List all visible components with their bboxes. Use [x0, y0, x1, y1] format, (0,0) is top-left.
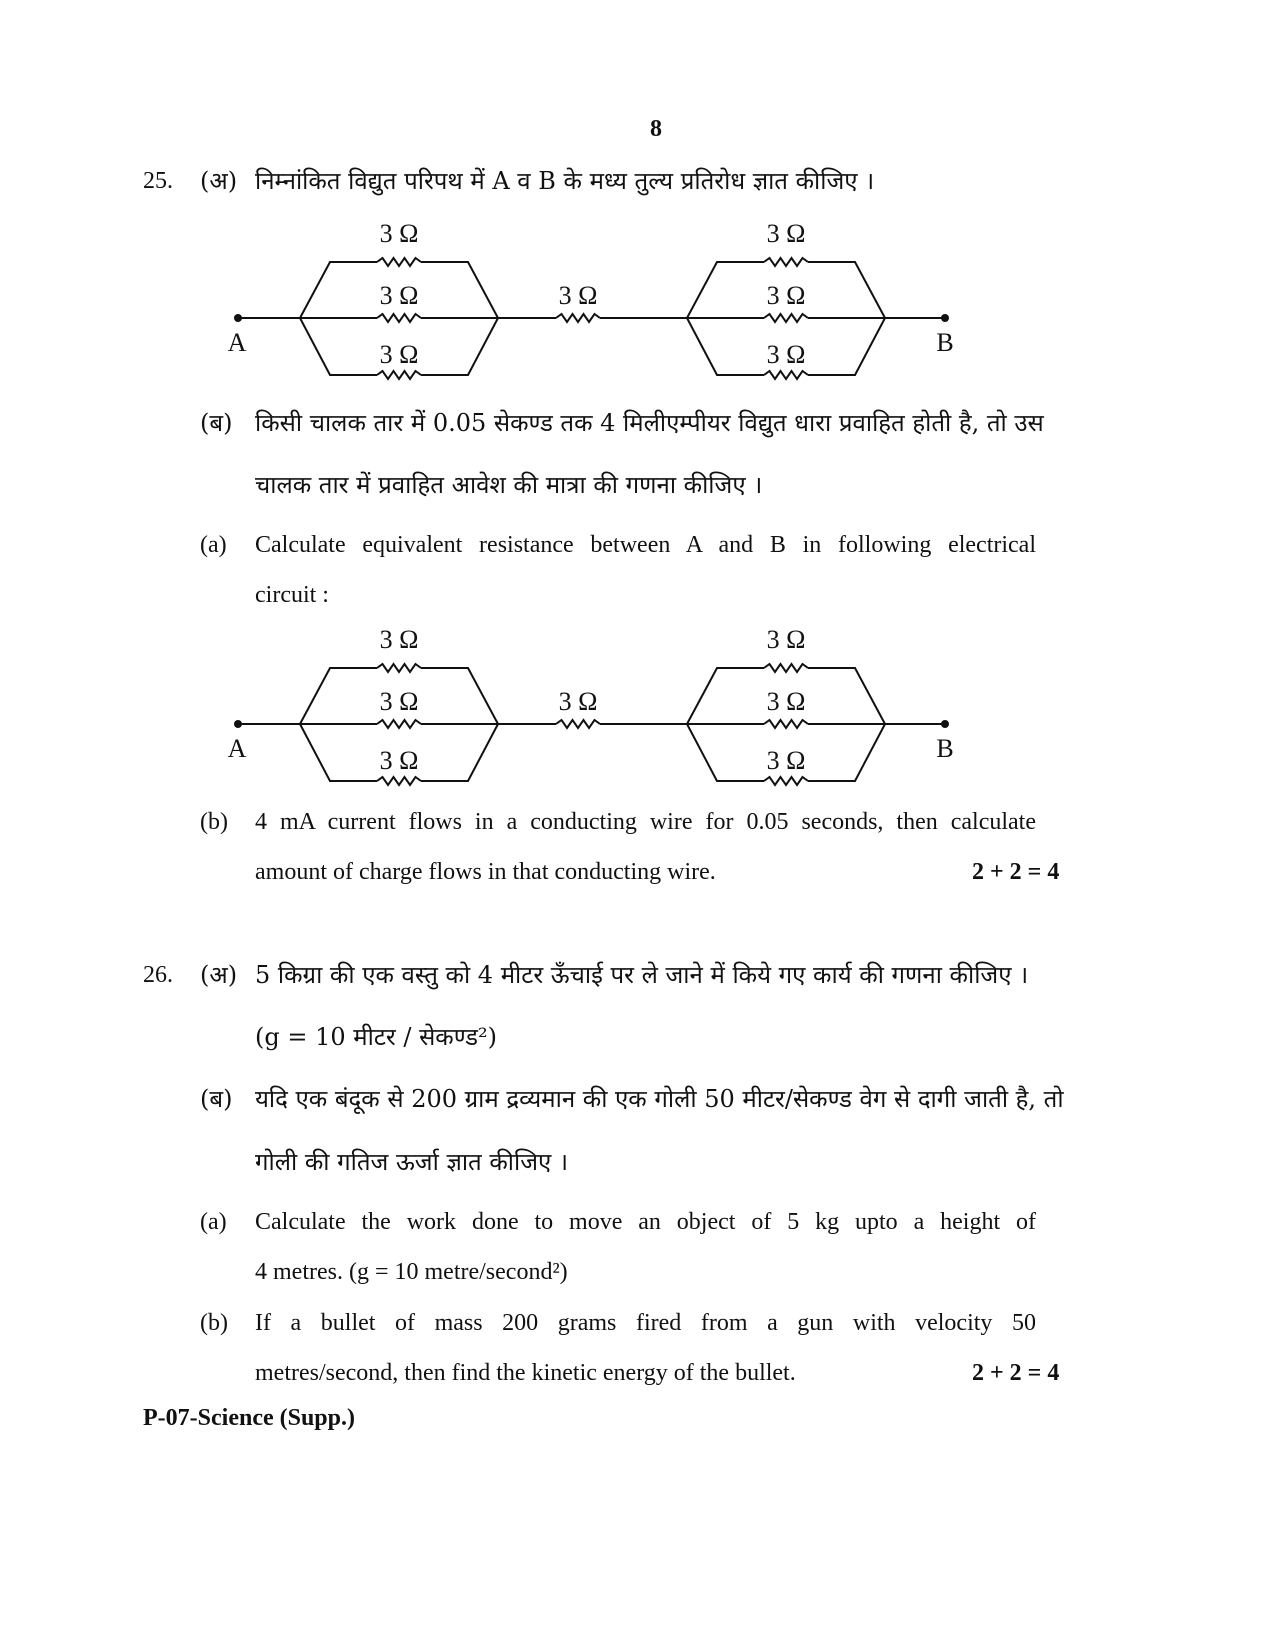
right-block-label-middle: 3 Ω	[766, 281, 806, 310]
terminal-a-label: A	[227, 328, 247, 357]
right-block-resistor-bottom	[764, 371, 808, 379]
left-block-resistor-middle	[377, 720, 421, 728]
left-block-resistor-top	[377, 258, 421, 266]
left-block-wire-top-left	[300, 262, 377, 318]
q26-hindi-b-line1: यदि एक बंदूक से 200 ग्राम द्रव्यमान की एक गोली 50 मीटर/सेकण्ड वेग से दागी जाती है, तो	[255, 1085, 1064, 1113]
left-block-wire-top-right	[421, 668, 498, 724]
footer-paper-code: P-07-Science (Supp.)	[143, 1405, 355, 1431]
terminal-a-label: A	[227, 734, 247, 763]
left-block-label-bottom: 3 Ω	[379, 340, 419, 369]
left-block-wire-top-left	[300, 668, 377, 724]
q25-en-a-label: (a)	[200, 532, 227, 558]
left-block-resistor-middle	[377, 314, 421, 322]
right-block-label-bottom: 3 Ω	[766, 340, 806, 369]
right-block-wire-bottom-left	[687, 318, 764, 375]
left-block-label-top: 3 Ω	[379, 625, 419, 654]
right-block-label-top: 3 Ω	[766, 625, 806, 654]
right-block-resistor-bottom	[764, 777, 808, 785]
series-resistor	[556, 314, 600, 322]
q26-en-b-label: (b)	[200, 1310, 228, 1336]
q25-hindi-b-line1: किसी चालक तार में 0.05 सेकण्ड तक 4 मिलीएम्पीयर विद्युत धारा प्रवाहित होती है, तो उस	[255, 409, 1044, 437]
q26-en-a-line1: Calculate the work done to move an object of 5 kg upto a height of	[255, 1209, 1036, 1235]
right-block-label-top: 3 Ω	[766, 219, 806, 248]
q25-number: 25.	[143, 168, 173, 194]
left-block-label-top: 3 Ω	[379, 219, 419, 248]
left-block-label-bottom: 3 Ω	[379, 746, 419, 775]
q26-hindi-a-line2: (g = 10 मीटर / सेकण्ड²)	[255, 1023, 497, 1051]
left-block-wire-bottom-left	[300, 318, 377, 375]
q25-en-a-line2: circuit :	[255, 582, 329, 608]
q26-en-a-label: (a)	[200, 1209, 227, 1235]
right-block-wire-bottom-right	[808, 724, 885, 781]
right-block-label-bottom: 3 Ω	[766, 746, 806, 775]
terminal-b-label: B	[936, 734, 954, 763]
q26-number: 26.	[143, 962, 173, 988]
q26-en-b-line2: metres/second, then find the kinetic energy of the bullet.	[255, 1360, 796, 1386]
q25-hindi-a-text: निम्नांकित विद्युत परिपथ में A व B के मध्य तुल्य प्रतिरोध ज्ञात कीजिए ।	[255, 167, 875, 195]
q26-marks: 2 + 2 = 4	[972, 1360, 1060, 1386]
right-block-resistor-top	[764, 664, 808, 672]
right-block-wire-top-right	[808, 668, 885, 724]
series-resistor-label: 3 Ω	[558, 281, 598, 310]
right-block-wire-top-right	[808, 262, 885, 318]
q25-hindi-a-label: (अ)	[200, 167, 238, 195]
q26-hindi-b-label: (ब)	[200, 1085, 233, 1113]
q25-en-b-line1: 4 mA current flows in a conducting wire for 0.05 seconds, then calculate	[255, 809, 1036, 835]
right-block-resistor-top	[764, 258, 808, 266]
left-block-wire-bottom-right	[421, 318, 498, 375]
left-block-wire-top-right	[421, 262, 498, 318]
left-block-label-middle: 3 Ω	[379, 281, 419, 310]
left-block-resistor-bottom	[377, 777, 421, 785]
left-block-wire-bottom-right	[421, 724, 498, 781]
left-block-label-middle: 3 Ω	[379, 687, 419, 716]
right-block-resistor-middle	[764, 314, 808, 322]
q25-en-b-line2: amount of charge flows in that conducting wire.	[255, 859, 716, 885]
circuit-diagram-2	[220, 621, 980, 791]
q26-hindi-a-label: (अ)	[200, 961, 238, 989]
right-block-wire-top-left	[687, 668, 764, 724]
right-block-resistor-middle	[764, 720, 808, 728]
left-block-resistor-bottom	[377, 371, 421, 379]
series-resistor-label: 3 Ω	[558, 687, 598, 716]
left-block-wire-bottom-left	[300, 724, 377, 781]
left-block-resistor-top	[377, 664, 421, 672]
page-number: 8	[650, 116, 662, 142]
q25-hindi-b-label: (ब)	[200, 409, 233, 437]
terminal-b-label: B	[936, 328, 954, 357]
right-block-wire-top-left	[687, 262, 764, 318]
q26-hindi-a-line1: 5 किग्रा की एक वस्तु को 4 मीटर ऊँचाई पर ले जाने में किये गए कार्य की गणना कीजिए ।	[255, 961, 1029, 989]
q25-marks: 2 + 2 = 4	[972, 859, 1060, 885]
q25-en-b-label: (b)	[200, 809, 228, 835]
q26-en-b-line1: If a bullet of mass 200 grams fired from a gun with velocity 50	[255, 1310, 1036, 1336]
q25-hindi-b-line2: चालक तार में प्रवाहित आवेश की मात्रा की गणना कीजिए ।	[255, 471, 763, 499]
right-block-wire-bottom-left	[687, 724, 764, 781]
series-resistor	[556, 720, 600, 728]
circuit-diagram-1	[220, 215, 980, 385]
q25-en-a-line1: Calculate equivalent resistance between A and B in following electrical	[255, 532, 1036, 558]
q26-hindi-b-line2: गोली की गतिज ऊर्जा ज्ञात कीजिए ।	[255, 1148, 569, 1176]
right-block-wire-bottom-right	[808, 318, 885, 375]
q26-en-a-line2: 4 metres. (g = 10 metre/second²)	[255, 1259, 568, 1285]
right-block-label-middle: 3 Ω	[766, 687, 806, 716]
